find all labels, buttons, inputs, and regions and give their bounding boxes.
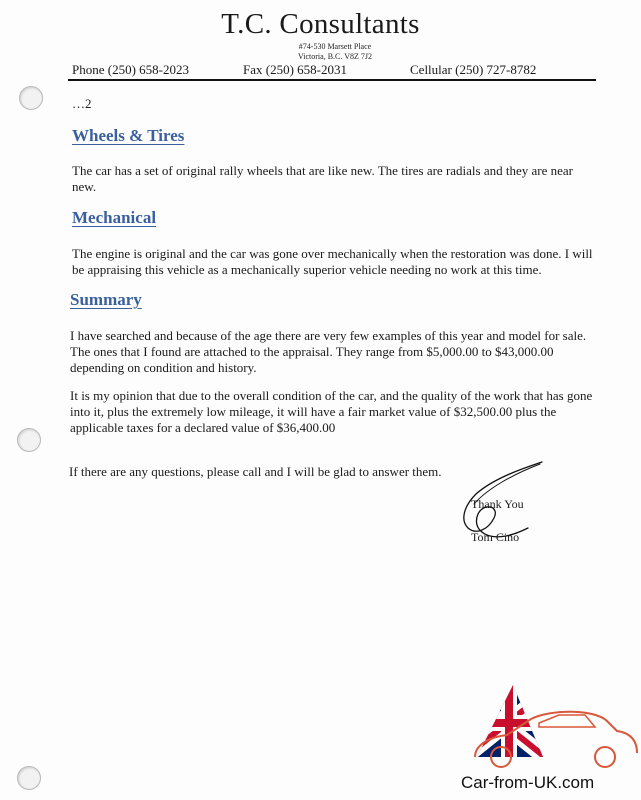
section-paragraph: It is my opinion that due to the overall condition of the car, and the quality of the work that has gone into it, plus the extremely low mileage, it will have a fair market value of $32,500.00 plus the applicable taxes for a declared value of $36,400.00	[70, 388, 593, 435]
watermark-text: Car-from-UK.com	[461, 773, 595, 792]
signer-name: Tom Cino	[471, 530, 520, 544]
letterhead-divider	[68, 79, 596, 81]
section-heading-summary: Summary	[70, 290, 142, 309]
section-paragraph: The engine is original and the car was gone over mechanically when the restoration was done. I will be appraising this vehicle as a mechanically superior vehicle needing no work at this time.	[72, 246, 593, 277]
address-line-1: #74-530 Marsett Place	[298, 42, 372, 51]
closing-line: If there are any questions, please call and I will be glad to answer them.	[69, 464, 442, 479]
page-number: …2	[72, 96, 92, 111]
section-heading-mechanical: Mechanical	[72, 208, 157, 227]
cellular-number: Cellular (250) 727-8782	[410, 62, 537, 77]
section-paragraph: I have searched and because of the age there are very few examples of this year and model for sale. The ones that I found are attached to the appraisal. They range from $5,000.00 to $43,000.00 depending on condition and history.	[70, 328, 587, 375]
phone-number: Phone (250) 658-2023	[72, 62, 189, 77]
punch-hole	[19, 86, 43, 110]
address-line-2: Victoria, B.C. V8Z 7J2	[297, 52, 373, 61]
section-heading-wheels: Wheels & Tires	[72, 126, 185, 145]
punch-hole	[17, 428, 41, 452]
sign-off: Thank You	[471, 497, 524, 511]
company-name: T.C. Consultants	[221, 8, 420, 40]
punch-hole	[17, 766, 41, 790]
section-paragraph: The car has a set of original rally wheels that are like new. The tires are radials and they are near new.	[72, 163, 573, 194]
fax-number: Fax (250) 658-2031	[243, 62, 347, 77]
